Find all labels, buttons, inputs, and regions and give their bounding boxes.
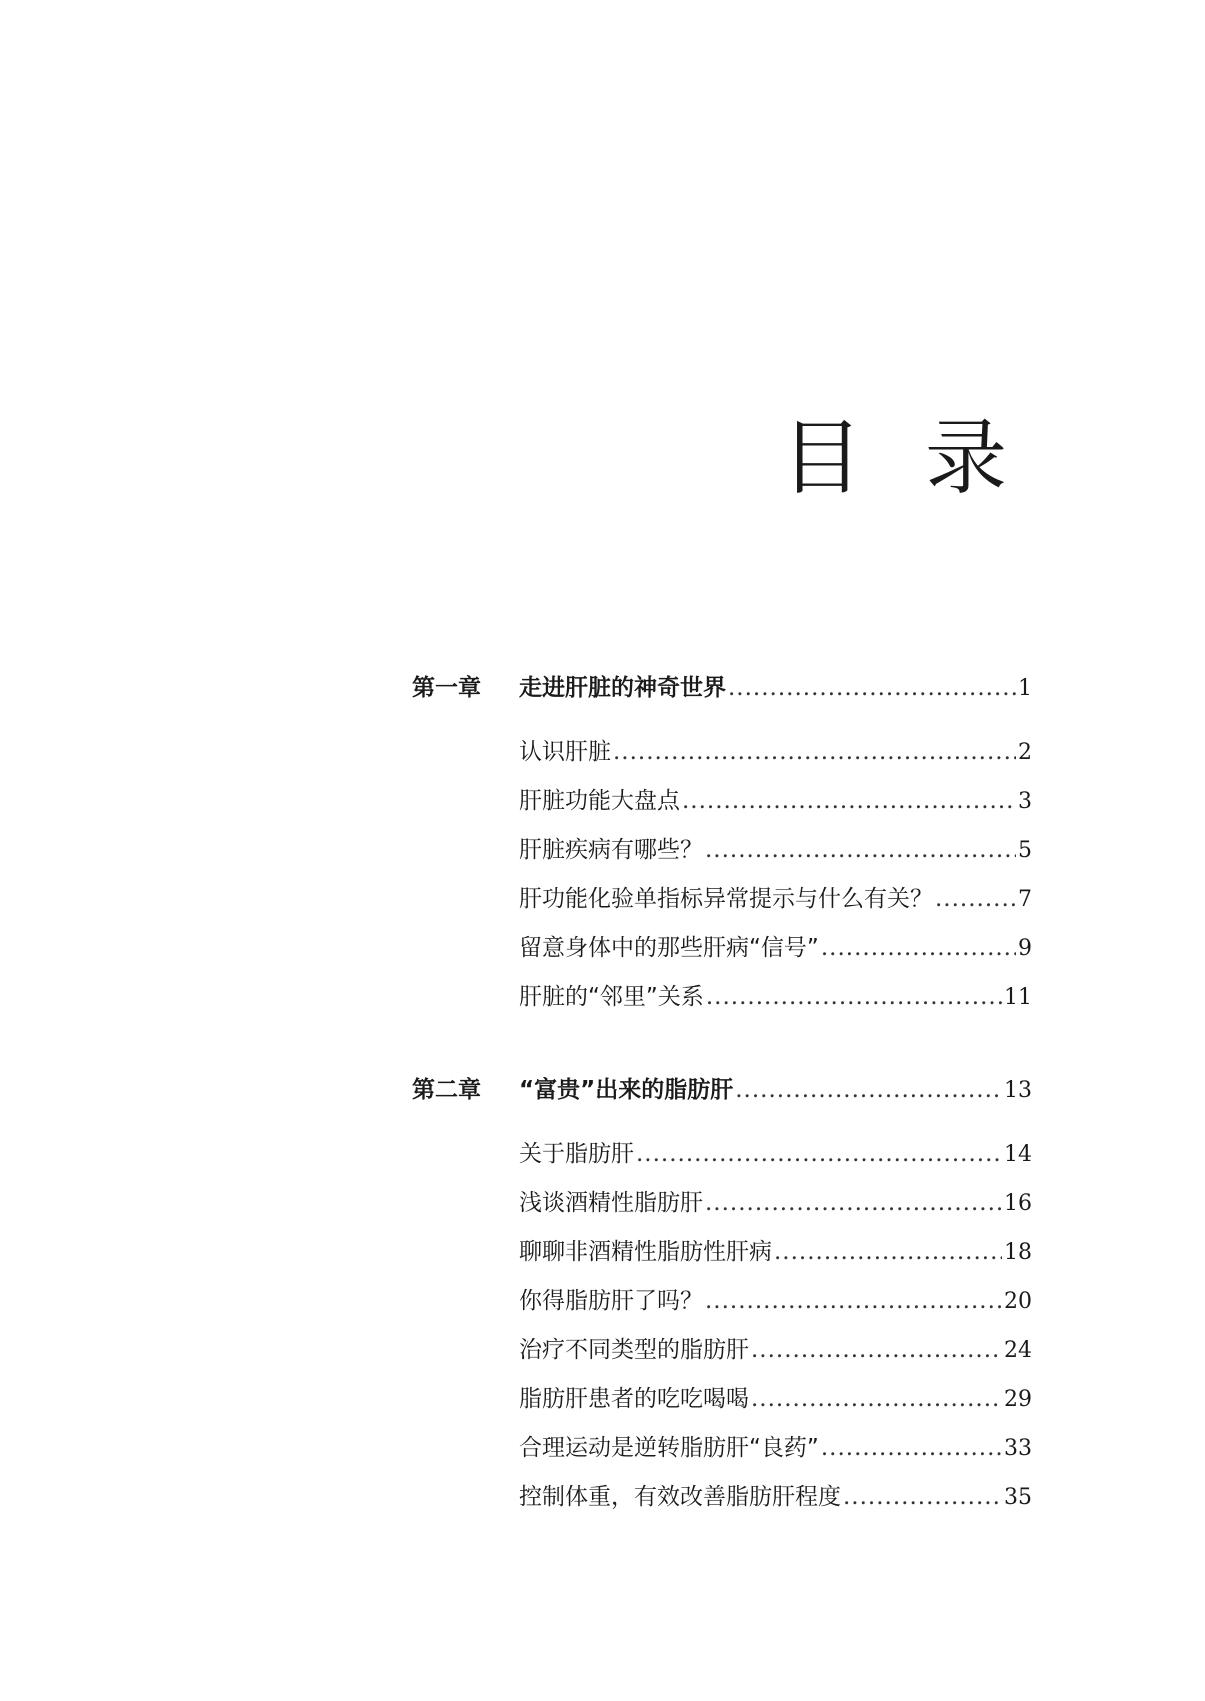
page-number: 33 xyxy=(1004,1436,1032,1461)
dot-leader xyxy=(751,1388,1002,1411)
entry-title: 合理运动是逆转脂肪肝“良药” xyxy=(519,1435,819,1461)
dot-leader xyxy=(636,1143,1002,1166)
dot-leader xyxy=(682,790,1016,813)
toc-entry[interactable] xyxy=(412,790,1032,839)
toc-entry[interactable] xyxy=(412,1437,1032,1486)
toc-entry[interactable] xyxy=(412,1192,1032,1241)
dot-leader xyxy=(843,1486,1002,1509)
page-number: 13 xyxy=(1004,1078,1032,1103)
dot-leader xyxy=(935,888,1016,911)
page-number: 16 xyxy=(1004,1191,1032,1216)
page-number: 9 xyxy=(1018,936,1032,961)
entry-title: 聊聊非酒精性脂肪性肝病 xyxy=(519,1239,772,1265)
chapter-2 xyxy=(412,1079,1032,1535)
page-number: 11 xyxy=(1004,985,1032,1010)
toc-entry[interactable] xyxy=(412,986,1032,1035)
dot-leader xyxy=(706,986,1002,1009)
entry-title: 浅谈酒精性脂肪肝 xyxy=(519,1190,703,1216)
dot-leader xyxy=(735,1079,1002,1102)
dot-leader xyxy=(821,937,1016,960)
entry-title: 肝脏功能大盘点 xyxy=(519,788,680,814)
page-title: 目 录 xyxy=(780,411,1025,506)
page-number: 7 xyxy=(1018,887,1032,912)
dot-leader xyxy=(728,677,1016,700)
chapter-heading[interactable] xyxy=(412,1079,1032,1119)
page-number: 14 xyxy=(1004,1142,1032,1167)
dot-leader xyxy=(774,1241,1002,1264)
dot-leader xyxy=(705,1290,1002,1313)
toc-entry[interactable] xyxy=(412,741,1032,790)
entry-title: 治疗不同类型的脂肪肝 xyxy=(519,1337,749,1363)
entry-title: 留意身体中的那些肝病“信号” xyxy=(519,935,819,961)
toc-entry[interactable] xyxy=(412,937,1032,986)
page-number: 2 xyxy=(1018,740,1032,765)
table-of-contents xyxy=(412,677,1032,1579)
entry-title: 脂肪肝患者的吃吃喝喝 xyxy=(519,1386,749,1412)
chapter-number: 第二章 xyxy=(412,1077,481,1103)
page-number: 1 xyxy=(1018,676,1032,701)
dot-leader xyxy=(705,1192,1002,1215)
toc-entry[interactable] xyxy=(412,1290,1032,1339)
page-number: 29 xyxy=(1004,1387,1032,1412)
chapter-number: 第一章 xyxy=(412,675,481,701)
page-number: 24 xyxy=(1004,1338,1032,1363)
chapter-1 xyxy=(412,677,1032,1035)
toc-entry[interactable] xyxy=(412,1388,1032,1437)
dot-leader xyxy=(821,1437,1002,1460)
dot-leader xyxy=(751,1339,1002,1362)
chapter-title: “富贵”出来的脂肪肝 xyxy=(519,1077,734,1103)
dot-leader xyxy=(613,741,1016,764)
entry-title: 肝功能化验单指标异常提示与什么有关？ xyxy=(519,886,933,912)
toc-entry[interactable] xyxy=(412,888,1032,937)
chapter-title: 走进肝脏的神奇世界 xyxy=(519,675,726,701)
entry-title: 肝脏疾病有哪些？ xyxy=(519,837,703,863)
entry-title: 你得脂肪肝了吗？ xyxy=(519,1288,703,1314)
page-number: 35 xyxy=(1004,1485,1032,1510)
page-number: 20 xyxy=(1004,1289,1032,1314)
entry-title: 控制体重，有效改善脂肪肝程度 xyxy=(519,1484,841,1510)
entry-title: 肝脏的“邻里”关系 xyxy=(519,984,704,1010)
page-number: 3 xyxy=(1018,789,1032,814)
toc-entry[interactable] xyxy=(412,1143,1032,1192)
page-number: 5 xyxy=(1018,838,1032,863)
toc-entry[interactable] xyxy=(412,1241,1032,1290)
toc-entry[interactable] xyxy=(412,1486,1032,1535)
dot-leader xyxy=(705,839,1016,862)
entry-title: 认识肝脏 xyxy=(519,739,611,765)
page-number: 18 xyxy=(1004,1240,1032,1265)
chapter-heading[interactable] xyxy=(412,677,1032,717)
toc-entry[interactable] xyxy=(412,839,1032,888)
entry-title: 关于脂肪肝 xyxy=(519,1141,634,1167)
toc-entry[interactable] xyxy=(412,1339,1032,1388)
